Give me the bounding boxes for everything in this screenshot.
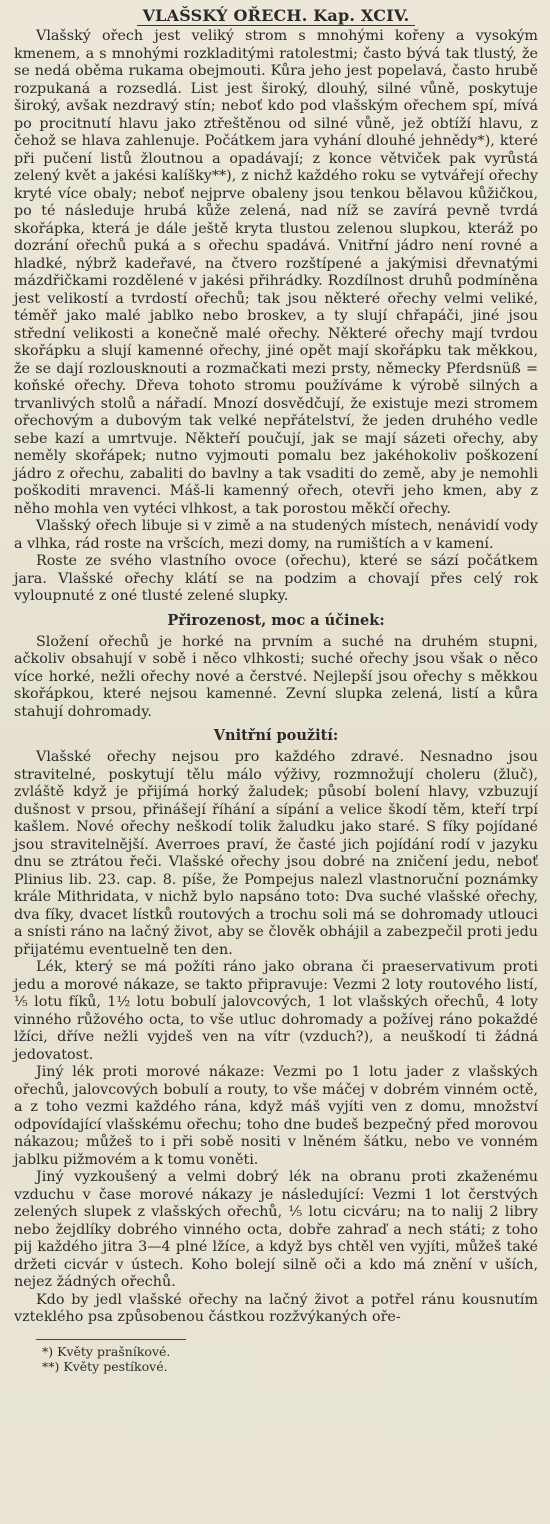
paragraph: Kdo by jedl vlašské ořechy na lačný život a potřel ránu kousnutím vzteklého psa způsobenou částkou rozžvýkaných oře- bbox=[14, 1291, 538, 1325]
paragraph: Jiný lék proti morové nákaze: Vezmi po 1 lotu jader z vlašských ořechů, jalovcových bobulí a routy, to vše máčej v dobrém vinném octě, a z toho vezmi každého rána, když máš vyjíti ven z domu, množství odpovídající vlašskému ořechu; toho dne budeš bezpečný před morovou nákazou; můžeš to i při sobě nositi v lněném šátku, nebo ve vonném jablku pižmovém a k tomu voněti. bbox=[14, 1064, 538, 1168]
paragraph: Jiný vyzkoušený a velmi dobrý lék na obranu proti zkaženému vzduchu v čase morové nákazy je následující: Vezmi 1 lot čerstvých zelených slupek z vlašských ořechů, ⅕ lotu cicváru; na to nalij 2 libry nebo žejdlíky dobrého vinného octa, dobře zahraď a nech státi; z toho pij každého jitra 3—4 plné lžíce, a když bys chtěl ven vyjíti, můžeš také držeti cicvár v ústech. Koho bolejí silně oči a kdo má znění v uších, nejez žádných ořechů. bbox=[14, 1169, 538, 1290]
chapter-title bbox=[14, 6, 538, 26]
footnote: **) Květy pestíkové. bbox=[42, 1358, 168, 1374]
paragraph: Vlašský ořech jest veliký strom s mnohými kořeny a vysokým kmenem, a s mnohými rozkladitými ratolestmi; často bývá tak tlustý, že se nedá oběma rukama obejmouti. Kůra jeho jest popelavá, často hrubě rozpukaná a rozsedlá. List jest široký, dlouhý, silné vůně, poskytuje široký, avšak nezdravý stín; neboť kdo pod vlašským ořechem spí, mívá po procitnutí hlavu jako ztřeštěnou od silné vůně, jež obtíží hlavu, z čehož se hlava zahlenuje. Počátkem jara vyhání dlouhé jehnědy*), které při pučení listů žloutnou a opadávají; z konce větviček pak vyrůstá zelený květ a jakési kalíšky**), z nichž každého roku se vytvářejí ořechy kryté více obaly; neboť nejprve obaleny jsou tenkou bělavou kůžičkou, po té následuje hrubá kůže zelená, nad níž se zavírá pevně tvrdá skořápka, která je dále ještě kryta tlustou zelenou slupkou, kteráž po dozrání ořechů puká a s ořechu spadává. Vnitřní jádro není rovné a hladké, nýbrž kadeřavé, na čtvero rozštípené a jakýmisi dřevnatými mázdřičkami rozdělené v jakési přihrádky. Rozdílnost druhů podmíněna jest velikostí a tvrdostí ořechů; tak jsou některé ořechy velmi veliké, téměř jako malé jablko nebo broskev, a ty slují chřapáči, jiné jsou střední velikosti a konečně malé ořechy. Některé ořechy mají tvrdou skořápku a slují kamenné ořechy, jiné opět mají skořápku tak měkkou, že se dají rozlousknouti a rozmačkati mezi prsty, německy Pferdsnüß = koňské ořechy. Dřeva tohoto stromu používáme k výrobě silných a trvanlivých stolů a nářadí. Mnozí dosvědčují, že existuje mezi stromem ořechovým a dubovým tak velké nepřátelství, že jeden druhého vedle sebe kazí a umrtvuje. Někteří poučují, jak se mají sázeti ořechy, aby neměly skořápek; nutno vyjmouti pomalu bez jakéhokoliv poškození jádro z ořechu, zabaliti do bavlny a tak vsaditi do země, aby je nemohli poškoditi mravenci. Máš-li kamenný ořech, otevři jeho kmen, aby z něho mohla ven vytéci vlhkost, a tak porostou měkčí ořechy. bbox=[14, 28, 538, 517]
section-heading-internal-use: Vnitřní použití: bbox=[213, 727, 339, 744]
footnote: *) Květy prašníkové. bbox=[42, 1343, 171, 1359]
footnote-divider bbox=[36, 1339, 186, 1340]
paragraph: Vlašské ořechy nejsou pro každého zdravé. Nesnadno jsou stravitelné, poskytují tělu málo výživy, rozmnožují choleru (žluč), zvláště když je přijímá horký žaludek; působí bolení hlavy, vzbuzují dušnost v prsou, přinášejí říhání a sípání a velice škodí těm, kteří trpí kašlem. Nové ořechy neškodí tolik žaludku jako staré. S fíky pojídané jsou stravitelnější. Averroes praví, že časté jich pojídání rodí v jazyku dnu se ztrátou řeči. Vlašské ořechy jsou dobré na zničení jedu, neboť Plinius lib. 23. cap. 8. píše, že Pompejus nalezl vlastnoruční poznámky krále Mithridata, v nichž bylo napsáno toto: Dva suché vlašské ořechy, dva fíky, dvacet lístků routových a trochu soli má se dohromady utlouci a snísti ráno na lačný život, aby se člověk obhájil a zabezpečil proti jedu přijatému eventuelně ten den. bbox=[14, 749, 538, 958]
paragraph: Vlašský ořech libuje si v zimě a na studených místech, nenávidí vody a vlhka, rád roste na vršcích, mezi domy, na rumištích a v kamení. bbox=[14, 518, 538, 552]
paragraph: Roste ze svého vlastního ovoce (ořechu), které se sází počátkem jara. Vlašské ořechy klátí se na podzim a chovají přes celý rok vyloupnuté z oné tlusté zelené slupky. bbox=[14, 553, 538, 604]
chapter-title-text: VLAŠSKÝ OŘECH. Kap. XCIV. bbox=[137, 6, 416, 26]
section-heading-nature: Přirozenost, moc a účinek: bbox=[167, 611, 385, 629]
chapter-body bbox=[14, 28, 538, 1327]
paragraph: Složení ořechů je horké na prvním a suché na druhém stupni, ačkoliv obsahují v sobě i něco vlhkosti; suché ořechy jsou však o něco více horké, nežli ořechy nové a čerstvé. Nejlepší jsou ořechy s měkkou skořápkou, které nejsou kamenné. Zevní slupka zelená, listí a kůra stahují dohromady. bbox=[14, 633, 538, 720]
paragraph: Lék, který se má požíti ráno jako obrana či praeservativum proti jedu a morové nákaze, se takto připravuje: Vezmi 2 loty routového listí, ⅕ lotu fíků, 1½ lotu bobulí jalovcových, 1 lot vlašských ořechů, 4 loty vinného růžového octa, to vše utluc dohromady a požívej ráno pokaždé lžíci, dříve nežli vyjdeš ven na vítr (vzduch?), a neuškodí ti žádná jedovatost. bbox=[14, 959, 538, 1063]
